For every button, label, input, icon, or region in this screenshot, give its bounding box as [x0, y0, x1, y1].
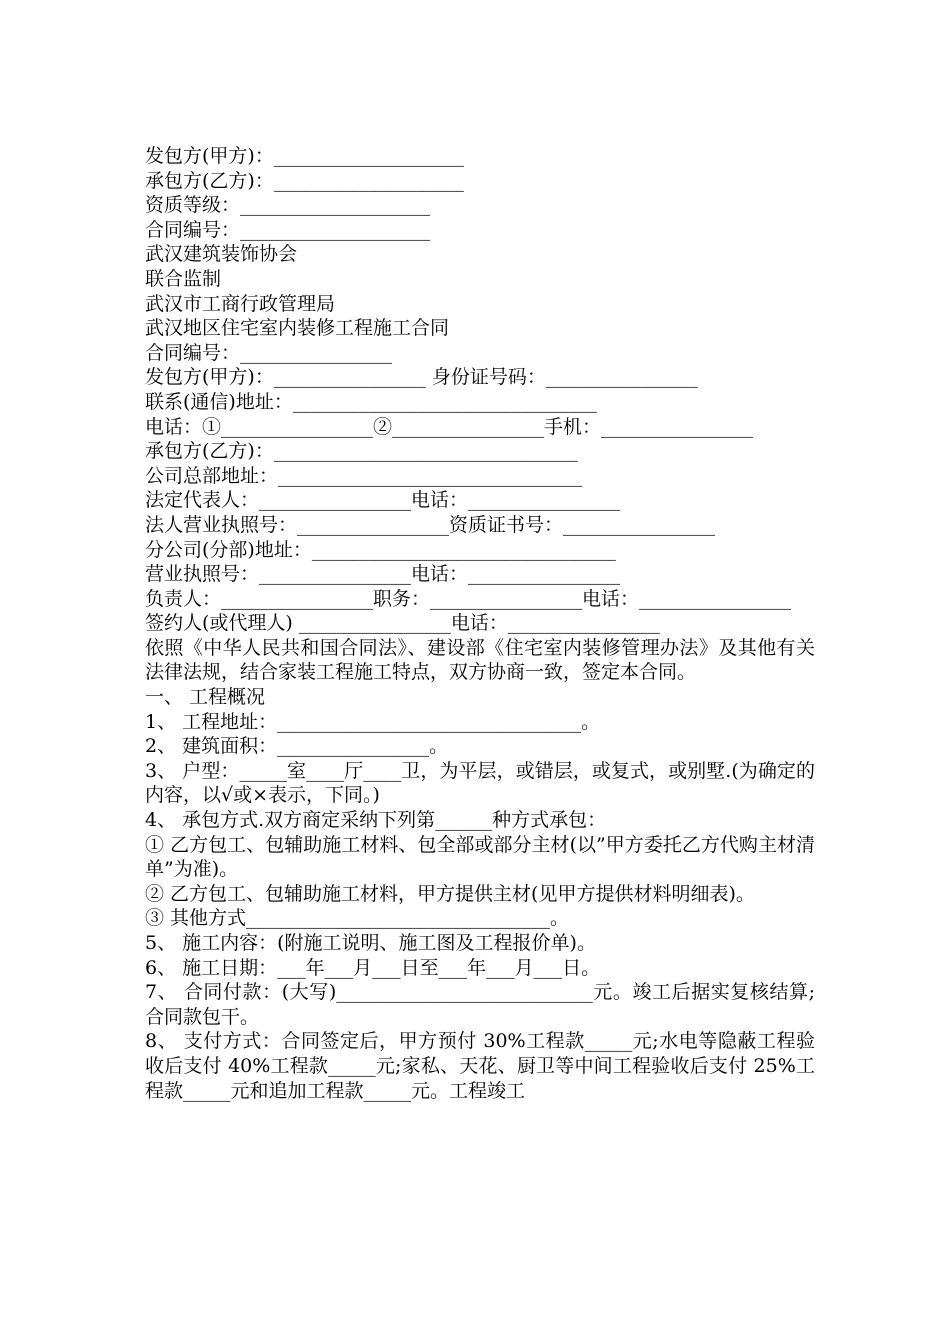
party-a-header: 发包方(甲方)：____________________: [145, 145, 464, 167]
item-8-payment-method: 8、 支付方式：合同签定后，甲方预付 30%工程款_____元;水电等隐蔽工程验收后支付 40%工程款_____元;家私、天花、厨卫等中间工程验收后支付 25%工程款_____元和追加工程款_____元。工程竣工: [145, 1030, 815, 1102]
option-2: ② 乙方包工、包辅助施工材料，甲方提供主材(见甲方提供材料明细表)。: [145, 882, 755, 905]
qualification-grade: 资质等级：____________________: [145, 194, 431, 217]
business-license-line: 营业执照号：________________电话：________________: [145, 563, 621, 586]
bureau-name: 武汉市工商行政管理局: [145, 292, 336, 315]
contract-page: [145, 144, 815, 1103]
license-line: 法人营业执照号：________________资质证书号：________________: [145, 513, 716, 536]
party-b-header: 承包方(乙方)：____________________: [145, 169, 464, 192]
contract-number: 合同编号：________________: [145, 341, 393, 364]
item-1-address: 1、 工程地址：________________________________。: [145, 710, 601, 733]
item-4-contract-mode: 4、 承包方式.双方商定采纳下列第______种方式承包：: [145, 809, 607, 832]
legal-rep-line: 法定代表人：________________电话：________________: [145, 489, 621, 512]
branch-address-line: 分公司(分部)地址：________________________________: [145, 538, 616, 561]
section-1-heading: 一、 工程概况: [145, 686, 266, 709]
option-1: ① 乙方包工、包辅助施工材料、包全部或部分主材(以”甲方委托乙方代购主材清单”为准)。: [145, 833, 815, 881]
signatory-line: 签约人(或代理人) ________________电话：________________: [145, 612, 660, 635]
item-5-content: 5、 施工内容：(附施工说明、施工图及工程报价单)。: [145, 932, 596, 954]
party-b-line: 承包方(乙方)：________________________________: [145, 440, 578, 463]
option-3: ③ 其他方式________________________________。: [145, 907, 570, 930]
responsible-person-line: 负责人：________________职务：________________电话：________________: [145, 587, 792, 610]
item-3-layout: 3、 户型：_____室____厅____卫，为平层，或错层，或复式，或别墅.(为确定的内容，以√或×表示，下同。): [145, 759, 815, 807]
party-a-id-line: 发包方(甲方)：________________ 身份证号码：________________: [145, 366, 698, 389]
item-6-dates: 6、 施工日期：___年___月___日至___年___月___日。: [145, 956, 601, 979]
contact-address-line: 联系(通信)地址：________________________________: [145, 390, 597, 413]
phone-line: 电话：①________________②________________手机：________________: [145, 415, 754, 438]
preamble-paragraph: 依照《中华人民共和国合同法》、建设部《住宅室内装修管理办法》及其他有关法律法规，结合家装工程施工特点，双方协商一致，签定本合同。: [145, 636, 815, 684]
contract-title: 武汉地区住宅室内装修工程施工合同: [145, 317, 450, 340]
item-7-payment: 7、 合同付款：(大写)___________________________元。竣工后据实复核结算;合同款包干。: [145, 981, 815, 1028]
joint-supervision: 联合监制: [145, 267, 222, 290]
item-2-area: 2、 建筑面积：________________。: [145, 735, 449, 758]
hq-address-line: 公司总部地址：________________________________: [145, 464, 583, 487]
contract-number-header: 合同编号：____________________: [145, 218, 431, 241]
association-name: 武汉建筑装饰协会: [145, 243, 298, 266]
